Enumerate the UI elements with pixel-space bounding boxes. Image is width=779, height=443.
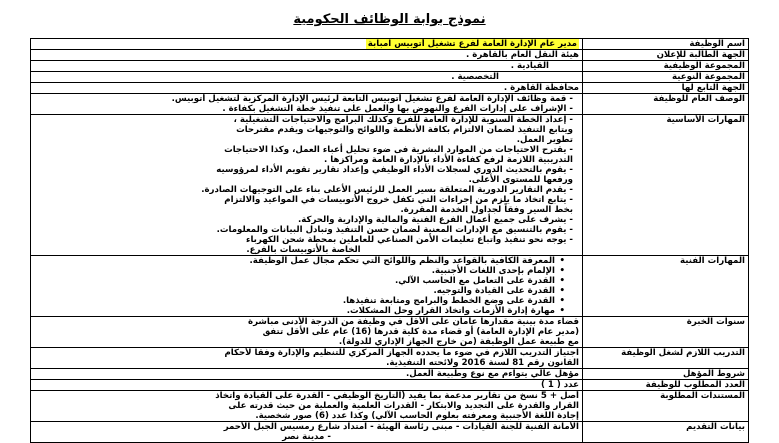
- training-line: القانون رقم 81 لسنة 2016 ولائحته التنفيذية.: [386, 358, 579, 368]
- application-line: الأمانة الفنية للجنة القيادات - مبنى رئاسة الهيئة - امتداد شارع رمسيس الجبل الأحمر: [223, 422, 579, 432]
- skill-line: - يقوم بالتحديث الدوري لسجلات الأداء الوظيفي وإعداد تقارير تقويم الأداء لمرؤوسيه: [34, 165, 573, 175]
- value-technical-skills: [31, 256, 583, 317]
- row-experience: [31, 317, 749, 348]
- value-job-group: [31, 61, 583, 72]
- skill-line: بخط السير وفقاً لجداول الخدمة المقررة.: [400, 205, 573, 215]
- value-affiliation: محافظة القاهرة .: [31, 83, 583, 94]
- value-basic-skills: [31, 115, 583, 256]
- row-requesting-entity: [31, 50, 749, 61]
- tech-skill-item: • القدرة على التعامل مع الحاسب الآلي.: [34, 276, 555, 286]
- document-title: نموذج بوابة الوظائف الحكومية: [293, 12, 486, 27]
- skill-line: ورفعها للمستوى الأعلى.: [468, 175, 573, 185]
- skill-line: تطوير العمل.: [516, 135, 573, 145]
- label-job-group: المجموعة الوظيفية: [583, 61, 749, 72]
- label-job-name: اسم الوظيفة: [583, 39, 749, 50]
- value-experience: [31, 317, 583, 348]
- label-basic-skills: المهارات الأساسية: [583, 115, 749, 256]
- row-required-count: [31, 380, 749, 391]
- skill-line: - يوجه نحو تنفيذ واتباع تعليمات الأمن الصناعي للعاملين بمحطة شحن الكهرباء: [34, 235, 573, 245]
- job-name-highlight: مدير عام الإدارة العامة لفرع تشغيل أتوبيس امبابة: [367, 39, 577, 49]
- row-basic-skills: [31, 115, 749, 256]
- value-training: [31, 348, 583, 369]
- tech-skill-item: • القدرة على وضع الخطط والبرامج ومتابعة تنفيذها.: [34, 296, 555, 306]
- desc-line: - الإشراف على إدارات الفرع والنهوض بها والعمل على تنفيذ خطة التشغيل بكفاءة .: [34, 104, 573, 114]
- label-qualification: شروط المؤهل: [583, 369, 749, 380]
- label-affiliation: الجهة التابع لها: [583, 83, 749, 94]
- training-line: اجتياز التدريب اللازم في ضوء ما يحدده الجهاز المركزي للتنظيم والإدارة وفقاً لأحكام: [224, 348, 579, 358]
- row-qualification: [31, 369, 749, 380]
- experience-line: مع طبيعة عمل الوظيفة (من خارج الجهاز الإداري للدولة).: [338, 337, 579, 347]
- skill-line: الخاصة بالأتوبيسات بالفرع.: [246, 245, 361, 255]
- tech-skill-item: • المعرفة الكافية بالقواعد والنظم واللوائح التي تحكم مجال عمل الوظيفة.: [34, 256, 555, 266]
- value-job-group-text: القيادية .: [510, 61, 549, 71]
- row-general-description: [31, 94, 749, 115]
- skill-line: - يتابع اتخاذ ما يلزم من إجراءات التي تكفل خروج الأتوبيسات في المواعيد والالتزام: [34, 195, 573, 205]
- desc-line: - قمة وظائف الإدارة العامة لفرع تشغيل أتوبيس التابعة لرئيس الإدارة المركزية لتشغيل أتوبيس.: [34, 94, 573, 104]
- value-job-name: [31, 39, 583, 50]
- skill-line: التدريبية اللازمة لرفع كفاءة الأداء بالإدارة العامة ومراكزها .: [324, 155, 573, 165]
- tech-skill-item: • مهارة إدارة الأزمات واتخاذ القرار وحل المشكلات.: [34, 306, 555, 316]
- row-type-group: [31, 72, 749, 83]
- row-job-name: [31, 39, 749, 50]
- label-requesting-entity: الجهة الطالبة للإعلان: [583, 50, 749, 61]
- tech-skill-item: • الإلمام بإحدى اللغات الأجنبية.: [34, 266, 555, 276]
- application-line: - مدينة نصر: [282, 432, 331, 442]
- skill-line: - يقدم التقارير الدورية المتعلقة بسير العمل للرئيس الأعلى بناء على التوجيهات الصادرة.: [34, 185, 573, 195]
- documents-line: أصل + 5 نسخ من تقارير مدعمة بما يفيد (التاريخ الوظيفي - القدرة على القيادة واتخاذ: [215, 391, 579, 401]
- value-type-group-text: التخصصية .: [451, 72, 499, 82]
- skill-line: ويتابع التنفيذ لضمان الالتزام بكافة الأنظمة واللوائح والتوجيهات ويقدم مقترحات: [236, 125, 573, 135]
- documents-line: القرار والقدرة على التجديد والابتكار - القدرات العلمية والعملية من حيث قدرته على: [228, 401, 579, 411]
- label-application-info: بيانات التقديم: [583, 422, 749, 443]
- label-technical-skills: المهارات الفنية: [583, 256, 749, 317]
- value-general-description: [31, 94, 583, 115]
- tech-skill-item: • القدرة على القيادة والتوجيه.: [34, 286, 555, 296]
- value-required-count: عدد ( 1 ): [31, 380, 583, 391]
- experience-line: (مدير عام الإدارة العامة) أو قضاء مدة كلية قدرها (16) عام على الأقل تتفق: [262, 327, 579, 337]
- row-documents: [31, 391, 749, 422]
- documents-line: إجادة اللغة الأجنبية ومعرفته بعلوم الحاسب الآلي) وكذا عدد (6) صور شخصية.: [255, 411, 579, 421]
- value-application-info: [31, 422, 583, 443]
- skill-line: - يشرف على جميع أعمال الفرع الفنية والمالية والإدارية والحركة.: [34, 215, 573, 225]
- experience-line: قضاء مدة بينية مقدارها عامان على الأقل في وظيفة من الدرجة الأدنى مباشرة: [248, 317, 579, 327]
- row-job-group: [31, 61, 749, 72]
- label-documents: المستندات المطلوبة: [583, 391, 749, 422]
- skill-line: - يقترح الاحتياجات من الموارد البشرية فى ضوء تحليل أعباء العمل، وكذا الاحتياجات: [34, 145, 573, 155]
- label-required-count: العدد المطلوب للوظيفة: [583, 380, 749, 391]
- row-application-info: [31, 422, 749, 443]
- row-training: [31, 348, 749, 369]
- value-documents: [31, 391, 583, 422]
- job-form-table: [30, 38, 749, 443]
- value-requesting-entity: هيئة النقل العام بالقاهرة .: [31, 50, 583, 61]
- label-general-description: الوصف العام للوظيفة: [583, 94, 749, 115]
- row-affiliation: [31, 83, 749, 94]
- row-technical-skills: [31, 256, 749, 317]
- label-type-group: المجموعة النوعية: [583, 72, 749, 83]
- skill-line: - إعداد الخطة السنوية للإدارة العامة للفرع وكذلك البرامج والاحتياجات التشغيلية ،: [34, 115, 573, 125]
- value-type-group: [31, 72, 583, 83]
- skill-line: - يقوم بالتنسيق مع الإدارات المعنية لضمان حسن التنفيذ وتبادل البيانات والمعلومات.: [34, 225, 573, 235]
- label-experience: سنوات الخبرة: [583, 317, 749, 348]
- label-training: التدريب اللازم لشغل الوظيفة: [583, 348, 749, 369]
- value-qualification: مؤهل عالي يتواءم مع نوع وطبيعة العمل.: [31, 369, 583, 380]
